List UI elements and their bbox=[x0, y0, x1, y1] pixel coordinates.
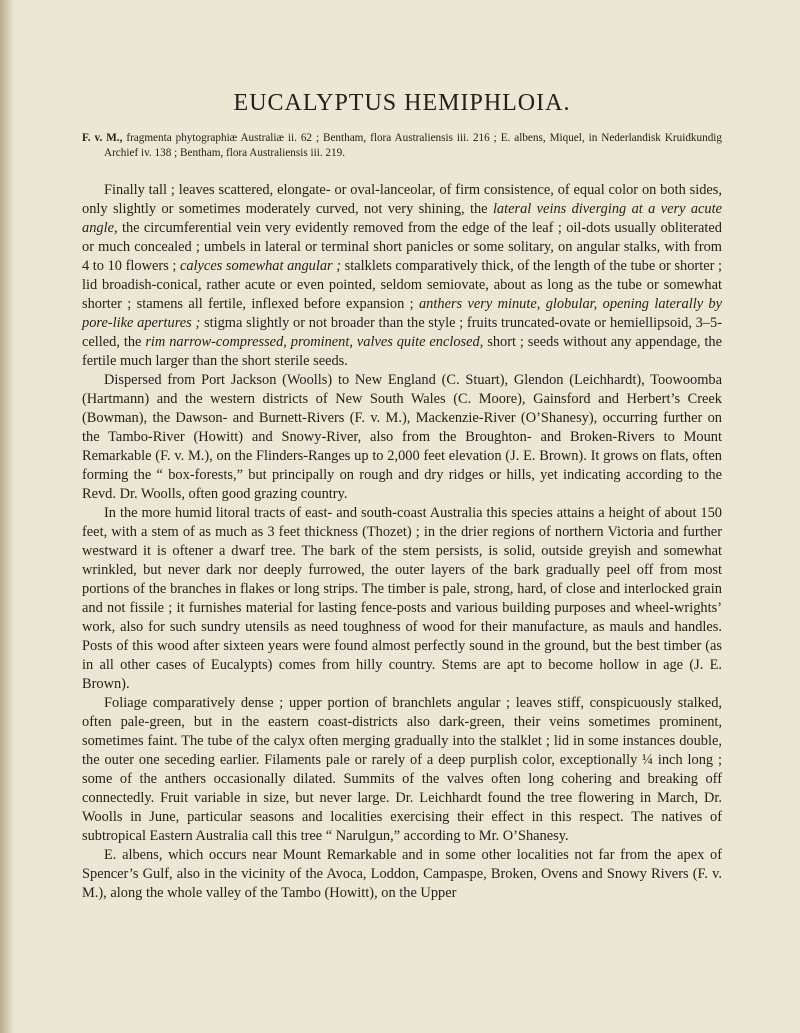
text-run: the circumferential vein very evidently removed from the edge of the leaf ; oil-dots usually obliterated or much concealed ; umbels in lateral or terminal short panicles or some solitary, on angular stalks, with from 4 to 10 flowers ; bbox=[82, 220, 722, 274]
page-title: EUCALYPTUS HEMIPHLOIA. bbox=[233, 90, 571, 116]
book-spine-shadow bbox=[0, 0, 14, 1033]
references-text: fragmenta phytographiæ Australiæ ii. 62 ; Bentham, flora Australiensis iii. 216 ; E. albens, Miquel, in Nederlandisk Kruidkundig Archief iv. 138 ; Bentham, flora Australiensis iii. 219. bbox=[104, 132, 723, 159]
italic-text: calyces somewhat angular ; bbox=[179, 258, 342, 274]
paragraph bbox=[82, 504, 722, 694]
references-lead: F. v. M., bbox=[82, 132, 123, 144]
paragraph bbox=[82, 181, 722, 371]
italic-text: anthers very minute, globular, opening laterally by pore-like apertures ; bbox=[82, 296, 723, 331]
body-text bbox=[82, 181, 722, 903]
page-content bbox=[82, 90, 722, 903]
text-run: stalklets comparatively thick, of the length of the tube or shorter ; lid broadish-conical, rather acute or even pointed, seldom semiovate, about as long as the tube or somewhat shorter ; stamens all fertile, inflexed before expansion ; bbox=[82, 258, 722, 312]
text-run: Foliage comparatively dense ; upper portion of branchlets angular ; leaves stiff, conspicuously stalked, often pale-green, but in the eastern coast-districts also dark-green, their veins sometimes prominent, sometimes faint. The tube of the calyx often merging gradually into the stalklet ; lid in some instances double, the outer one seceding earlier. Filaments pale or rarely of a deep purplish color, exceptionally ¼ inch long ; some of the anthers occasionally dilated. Summits of the valves often long cohering and breaking off connectedly. Fruit variable in size, but never large. Dr. Leichhardt found the tree flowering in March, Dr. Woolls in June, particular seasons and localities exercising their effect in this respect. The natives of subtropical Eastern Australia call this tree “ Narulgun,” according to Mr. O’Shanesy. bbox=[82, 695, 722, 844]
text-run: In the more humid litoral tracts of east- and south-coast Australia this species attains a height of about 150 feet, with a stem of as much as 3 feet thickness (Thozet) ; in the drier regions of northern Victoria and further westward it is oftener a dwarf tree. The bark of the stem persists, is solid, outside greyish and somewhat wrinkled, but never dark nor deeply furrowed, the outer layers of the bark gradually peel off from most portions of the branches in flakes or long strips. The timber is pale, strong, hard, of close and interlocked grain and not fissile ; it furnishes material for lasting fence-posts and various building purposes and wheel-wrights’ work, also for such sundry utensils as need toughness of wood for their manufacture, as mauls and handles. Posts of this wood after sixteen years were found almost perfectly sound in the ground, but the best timber (as in all other cases of Eucalypts) comes from hilly country. Stems are apt to become hollow in age (J. E. Brown). bbox=[82, 505, 722, 692]
references bbox=[82, 131, 722, 161]
italic-text: rim narrow-compressed, prominent, valves quite enclosed, bbox=[145, 334, 484, 350]
italic-text: lateral veins diverging at a very acute angle, bbox=[82, 201, 722, 236]
text-run: Finally tall ; leaves scattered, elongate- or oval-lanceolar, of firm consistence, of equal color on both sides, only slightly or sometimes moderately curved, not very shining, the bbox=[82, 182, 722, 217]
paragraph bbox=[82, 371, 722, 504]
text-run: Dispersed from Port Jackson (Woolls) to New England (C. Stuart), Glendon (Leichhardt), Toowoomba (Hartmann) and the western districts of New South Wales (C. Moore), Gainsford and Herbert’s Creek (Bowman), the Dawson- and Burnett-Rivers (F. v. M.), Mackenzie-River (O’Shanesy), occurring further on the Tambo-River (Howitt) and Snowy-River, also from the Broughton- and Broken-Rivers to Mount Remarkable (F. v. M.), on the Flinders-Ranges up to 2,000 feet elevation (J. E. Brown). It grows on flats, often forming the “ box-forests,” but principally on rough and dry ridges or hills, yet indicating according to the Revd. Dr. Woolls, often good grazing country. bbox=[82, 372, 722, 502]
text-run: short ; seeds without any appendage, the fertile much larger than the short sterile seeds. bbox=[82, 334, 722, 369]
text-run: stigma slightly or not broader than the style ; fruits truncated-ovate or hemiellipsoid, 3–5-celled, the bbox=[82, 315, 722, 350]
paragraph bbox=[82, 846, 722, 903]
text-run: E. albens, which occurs near Mount Remarkable and in some other localities not far from the apex of Spencer’s Gulf, also in the vicinity of the Avoca, Loddon, Campaspe, Broken, Ovens and Snowy Rivers (F. v. M.), along the whole valley of the Tambo (Howitt), on the Upper bbox=[82, 847, 722, 901]
paragraph bbox=[82, 694, 722, 846]
